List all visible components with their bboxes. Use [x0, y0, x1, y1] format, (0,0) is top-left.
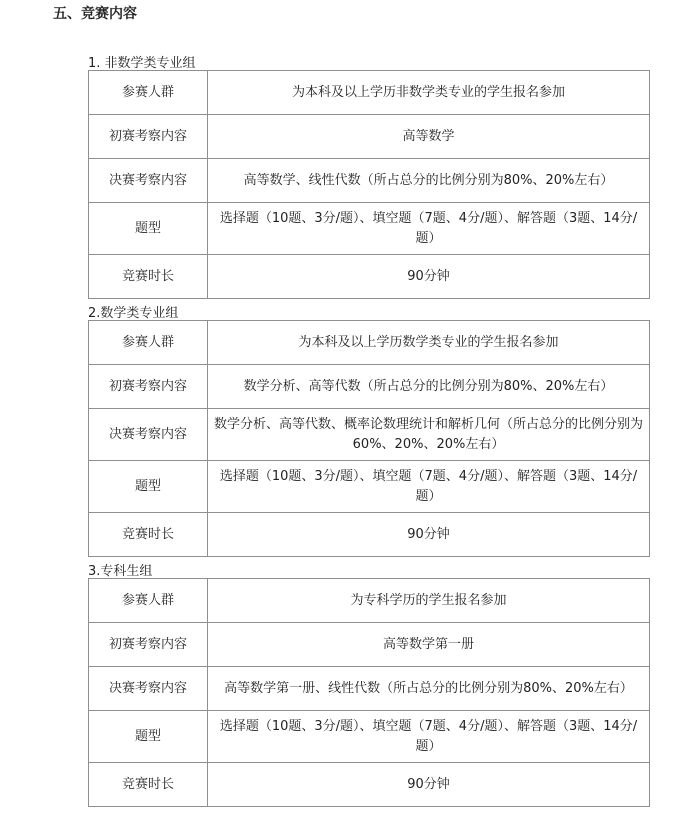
table-row: [89, 71, 650, 115]
row-label: 初赛考察内容: [89, 115, 208, 159]
row-value: 90分钟: [208, 513, 650, 557]
row-label: 决赛考察内容: [89, 159, 208, 203]
table-row: [89, 579, 650, 623]
table-row: [89, 255, 650, 299]
row-value: 为专科学历的学生报名参加: [208, 579, 650, 623]
group-title-non-math: 1. 非数学类专业组: [88, 56, 196, 71]
row-value: 为本科及以上学历数学类专业的学生报名参加: [208, 321, 650, 365]
table-row: [89, 763, 650, 807]
row-value: 选择题（10题、3分/题）、填空题（7题、4分/题）、解答题（3题、14分/题）: [208, 461, 650, 513]
row-value: 数学分析、高等代数（所占总分的比例分别为80%、20%左右）: [208, 365, 650, 409]
row-value: 为本科及以上学历非数学类专业的学生报名参加: [208, 71, 650, 115]
section-heading: 五、竞赛内容: [53, 6, 137, 22]
row-value: 高等数学第一册: [208, 623, 650, 667]
row-value: 数学分析、高等代数、概率论数理统计和解析几何（所占总分的比例分别为60%、20%、20%左右）: [208, 409, 650, 461]
row-value: 高等数学: [208, 115, 650, 159]
table-row: [89, 321, 650, 365]
row-label: 参赛人群: [89, 579, 208, 623]
group-title-math: 2.数学类专业组: [88, 306, 179, 321]
table-row: [89, 711, 650, 763]
table-row: [89, 461, 650, 513]
table-row: [89, 115, 650, 159]
group-title-junior-college: 3.专科生组: [88, 564, 153, 579]
row-label: 题型: [89, 203, 208, 255]
non-math-table: [88, 70, 650, 299]
table-row: [89, 159, 650, 203]
row-label: 参赛人群: [89, 321, 208, 365]
row-value: 选择题（10题、3分/题）、填空题（7题、4分/题）、解答题（3题、14分/题）: [208, 203, 650, 255]
row-label: 竞赛时长: [89, 255, 208, 299]
row-value: 高等数学第一册、线性代数（所占总分的比例分别为80%、20%左右）: [208, 667, 650, 711]
row-value: 选择题（10题、3分/题）、填空题（7题、4分/题）、解答题（3题、14分/题）: [208, 711, 650, 763]
row-value: 90分钟: [208, 763, 650, 807]
row-value: 90分钟: [208, 255, 650, 299]
table-row: [89, 513, 650, 557]
table-row: [89, 623, 650, 667]
table-row: [89, 667, 650, 711]
row-value: 高等数学、线性代数（所占总分的比例分别为80%、20%左右）: [208, 159, 650, 203]
math-table: [88, 320, 650, 557]
row-label: 初赛考察内容: [89, 365, 208, 409]
table-row: [89, 365, 650, 409]
row-label: 竞赛时长: [89, 763, 208, 807]
row-label: 初赛考察内容: [89, 623, 208, 667]
row-label: 题型: [89, 711, 208, 763]
row-label: 决赛考察内容: [89, 667, 208, 711]
row-label: 决赛考察内容: [89, 409, 208, 461]
table-row: [89, 409, 650, 461]
row-label: 参赛人群: [89, 71, 208, 115]
table-row: [89, 203, 650, 255]
row-label: 题型: [89, 461, 208, 513]
junior-college-table: [88, 578, 650, 807]
row-label: 竞赛时长: [89, 513, 208, 557]
